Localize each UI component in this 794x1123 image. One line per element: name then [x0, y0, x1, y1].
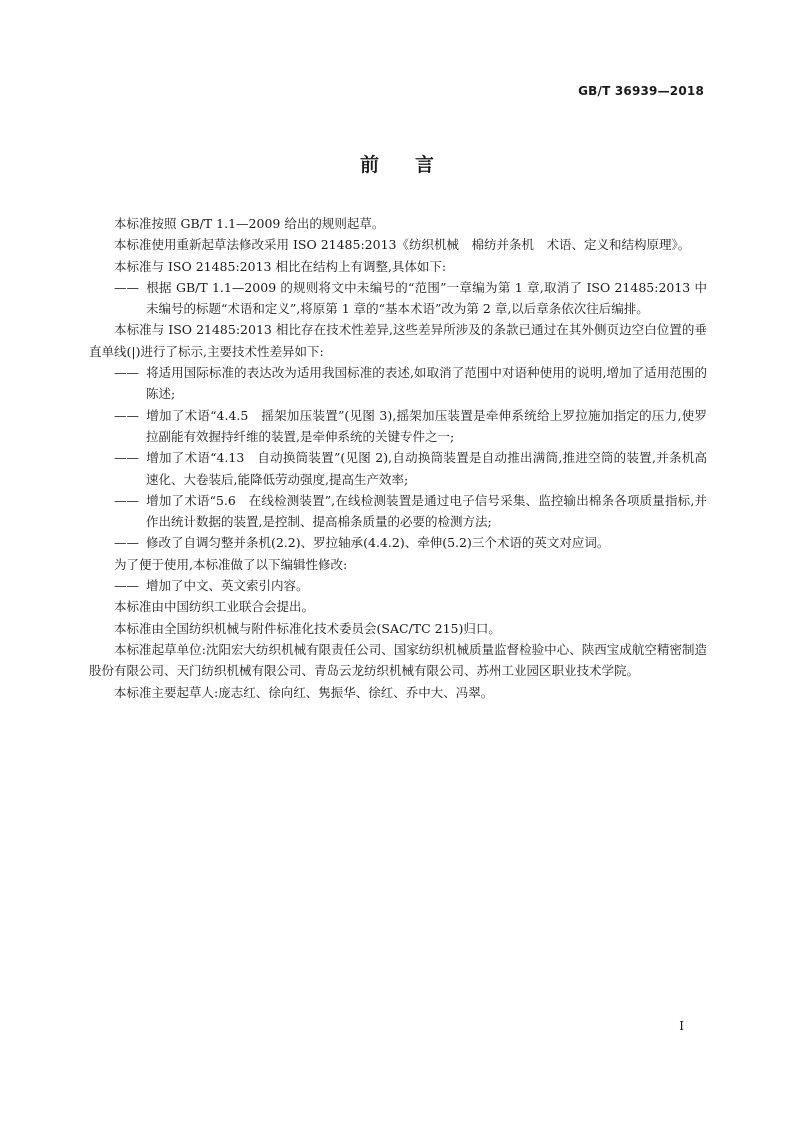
list-item — [89, 532, 707, 553]
foreword-body — [89, 213, 707, 703]
list-item-text: 根据 GB/T 1.1—2009 的规则将文中未编号的“范围”一章编为第 1 章,取消了 ISO 21485:2013 中未编号的标题“术语和定义”,将原第 1 章的“基本术语”改为第 2 章,以后章条依次往后编排。 — [146, 279, 707, 317]
paragraph: 本标准由中国纺织工业联合会提出。 — [114, 599, 315, 615]
list-item-text: 将适用国际标准的表达改为适用我国标准的表述,如取消了范围中对语种使用的说明,增加了适用范围的陈述; — [146, 365, 707, 402]
list-dash: —— — [114, 365, 139, 381]
standard-code: GB/T 36939—2018 — [578, 84, 704, 98]
paragraph: 本标准主要起草人:庞志红、徐向红、隽振华、徐红、乔中大、冯翠。 — [114, 684, 494, 700]
list-dash: —— — [114, 450, 139, 466]
list-dash: —— — [114, 492, 139, 508]
paragraph: 本标准起草单位:沈阳宏大纺织机械有限责任公司、国家纺织机械质量监督检验中心、陕西宝成航空精密制造股份有限公司、天门纺织机械有限公司、青岛云龙纺织机械有限公司、苏州工业园区职业技术学院。 — [89, 641, 707, 679]
paragraph: 本标准与 ISO 21485:2013 相比在结构上有调整,具体如下: — [114, 258, 447, 274]
list-item-text: 增加了术语“4.13 自动换筒装置”(见图 2),自动换筒装置是自动推出满筒,推进空筒的装置,并条机高速化、大卷装后,能降低劳动强度,提高生产效率; — [146, 450, 707, 487]
list-item — [89, 362, 707, 405]
list-item — [89, 490, 707, 533]
list-item — [89, 405, 707, 448]
page-title: 前言 — [359, 154, 470, 176]
list-dash: —— — [114, 407, 139, 423]
list-item — [89, 575, 707, 596]
list-dash: —— — [114, 279, 139, 295]
paragraph: 本标准与 ISO 21485:2013 相比存在技术性差异,这些差异所涉及的条款已通过在其外侧页边空白位置的垂直单线(|)进行了标示,主要技术性差异如下: — [89, 322, 707, 359]
list-item — [89, 447, 707, 490]
list-item-text: 增加了术语“5.6 在线检测装置”,在线检测装置是通过电子信号采集、监控输出棉条各项质量指标,并作出统计数据的装置,是控制、提高棉条质量的必要的检测方法; — [146, 492, 707, 530]
paragraph: 本标准由全国纺织机械与附件标准化技术委员会(SAC/TC 215)归口。 — [114, 620, 501, 636]
paragraph: 本标准使用重新起草法修改采用 ISO 21485:2013《纺织机械 棉纺并条机 术语、定义和结构原理》。 — [114, 237, 691, 253]
paragraph: 为了便于使用,本标准做了以下编辑性修改: — [114, 556, 348, 572]
list-item-text: 修改了自调匀整并条机(2.2)、罗拉轴承(4.4.2)、牵伸(5.2)三个术语的英文对应词。 — [146, 535, 610, 551]
page-number: I — [679, 1019, 684, 1033]
list-item — [89, 277, 707, 320]
list-dash: —— — [114, 535, 139, 551]
paragraph: 本标准按照 GB/T 1.1—2009 给出的规则起草。 — [114, 216, 385, 231]
list-dash: —— — [114, 578, 139, 594]
list-item-text: 增加了术语“4.4.5 摇架加压装置”(见图 3),摇架加压装置是牵伸系统给上罗拉施加指定的压力,使罗拉副能有效握持纤维的装置,是牵伸系统的关键专件之一; — [146, 407, 707, 444]
list-item-text: 增加了中文、英文索引内容。 — [146, 578, 309, 594]
